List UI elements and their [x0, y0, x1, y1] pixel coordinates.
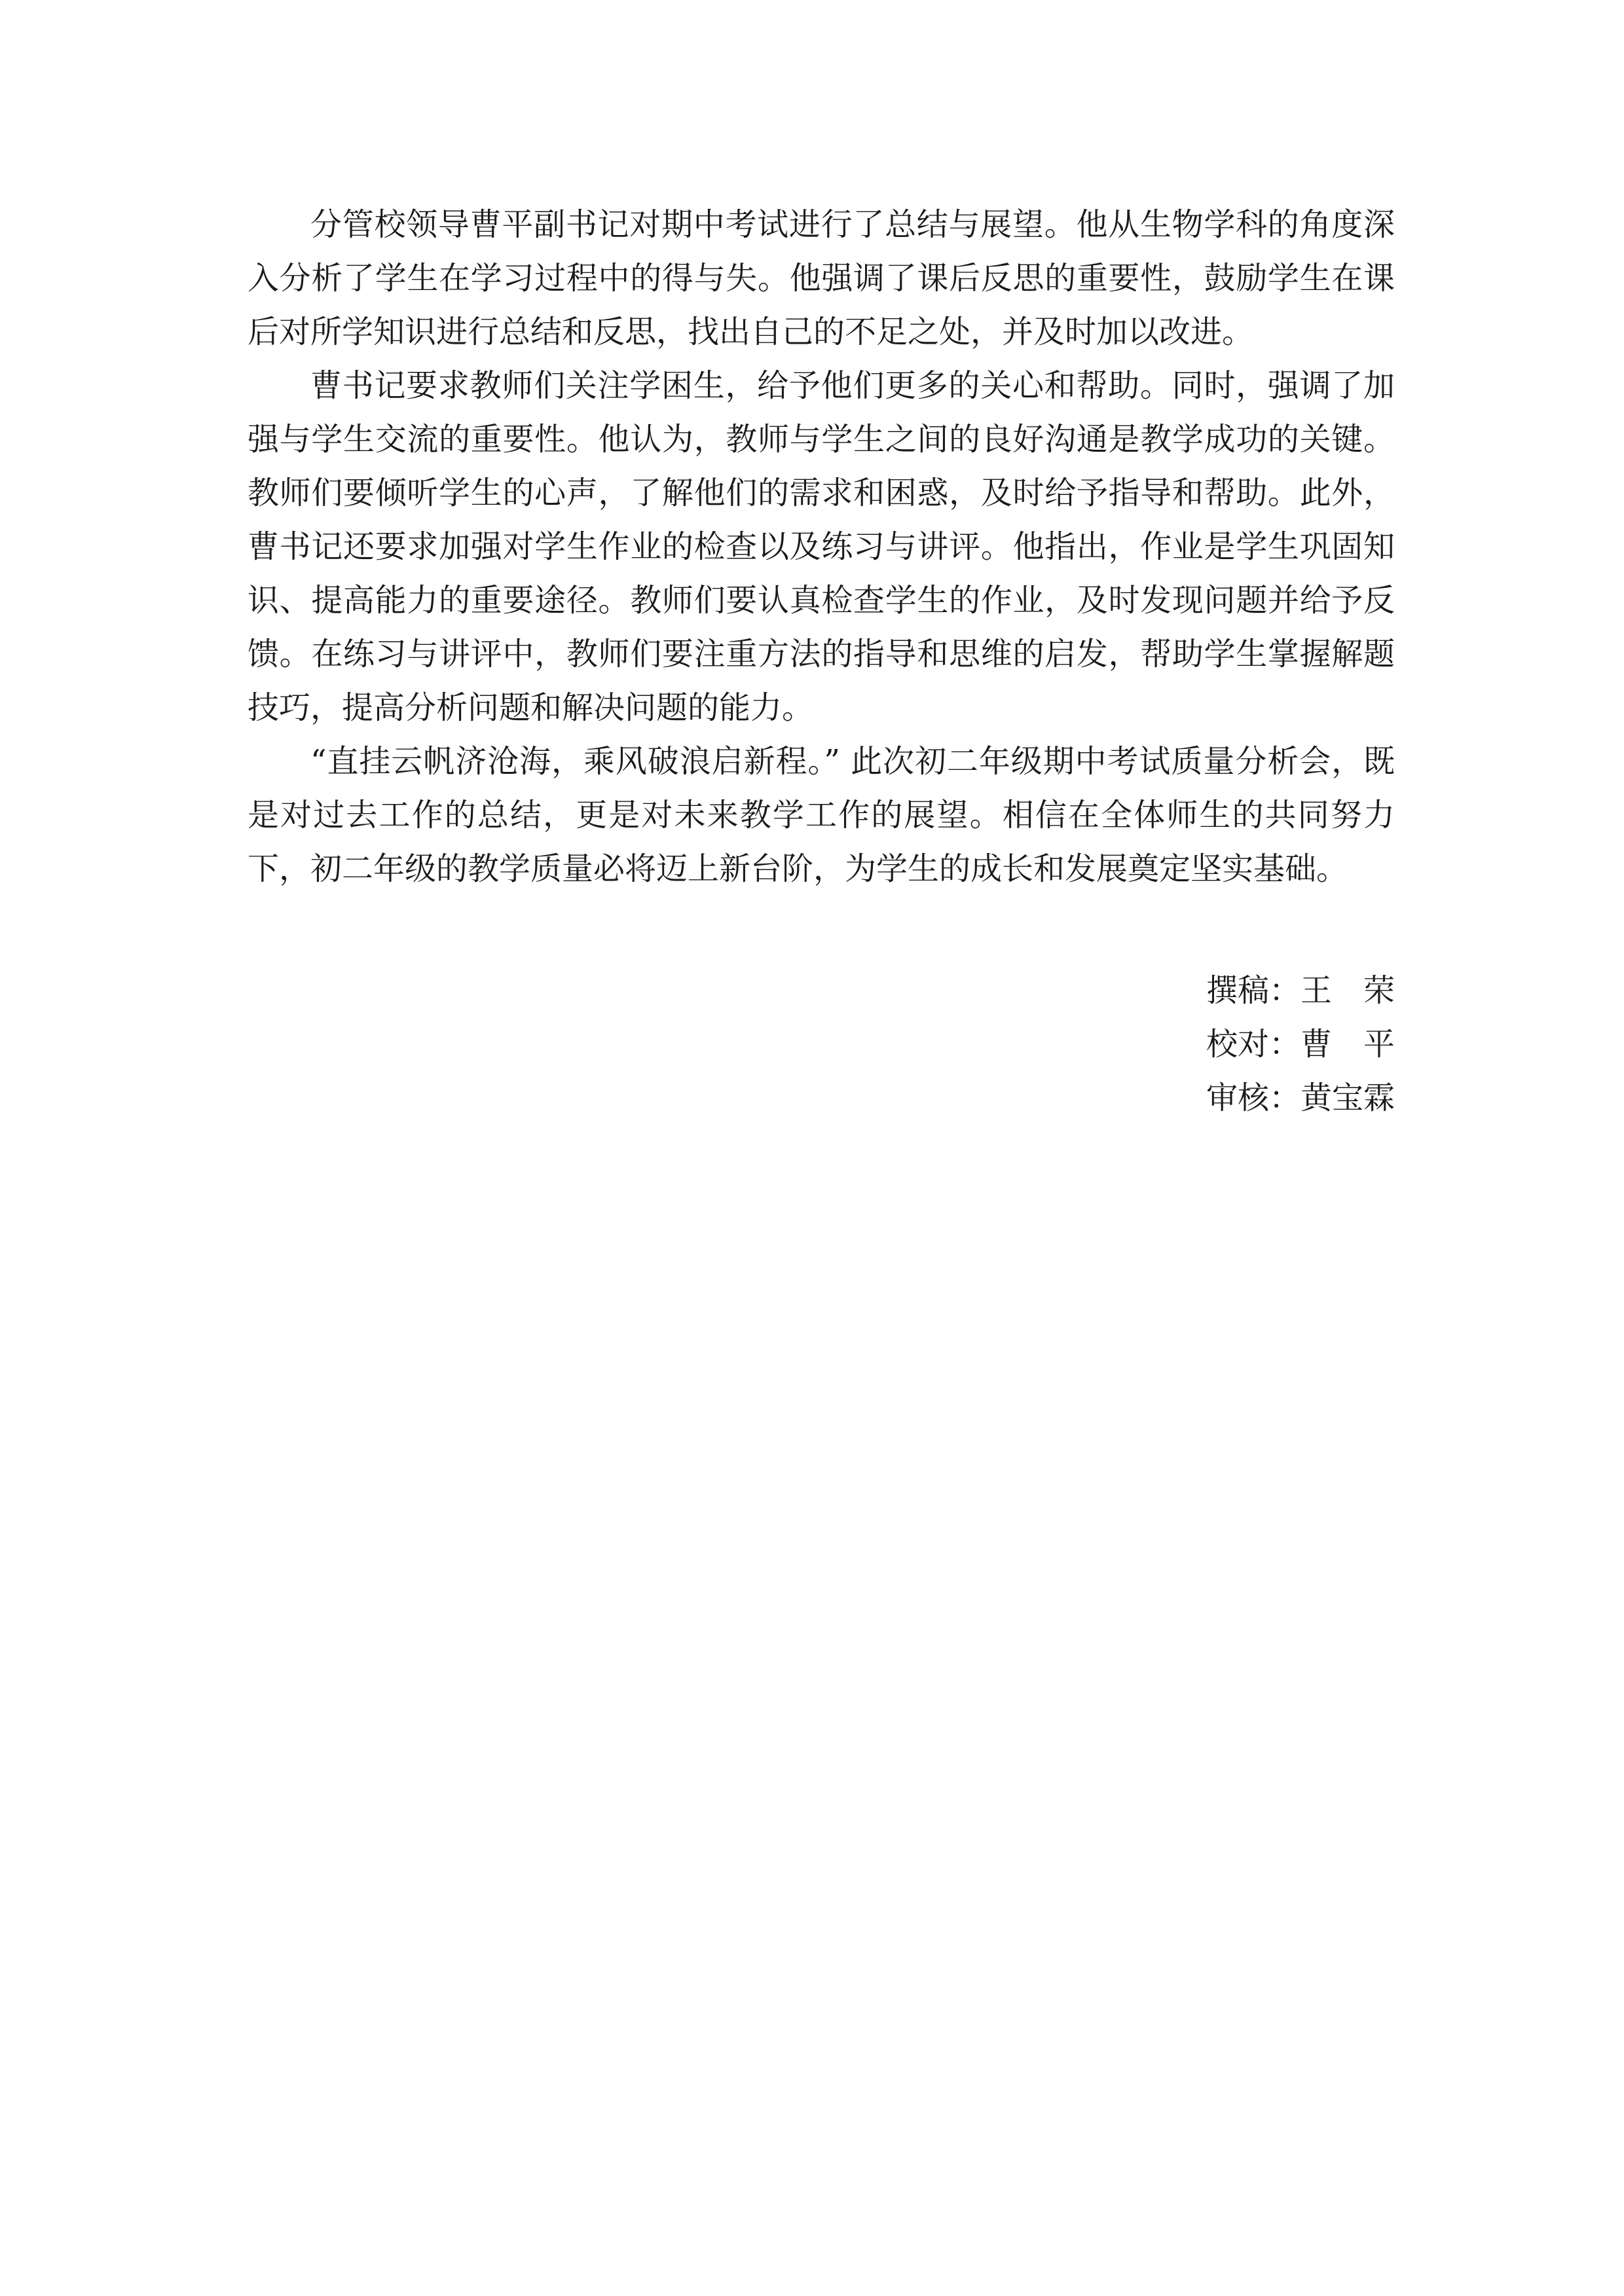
paragraph-conclusion: “直挂云帆济沧海，乘风破浪启新程。” 此次初二年级期中考试质量分析会，既是对过去工作的总结，更是对未来教学工作的展望。相信在全体师生的共同努力下，初二年级的教学质量必将迈上新台阶，为学生的成长和发展奠定坚实基础。 [248, 743, 1395, 887]
article-body [248, 198, 1395, 896]
proofreader-credit: 校对：曹 平 [1206, 1026, 1395, 1063]
author-credit: 撰稿：王 荣 [1206, 972, 1395, 1009]
paragraph-summary: 分管校领导曹平副书记对期中考试进行了总结与展望。他从生物学科的角度深入分析了学生在学习过程中的得与失。他强调了课后反思的重要性，鼓励学生在课后对所学知识进行总结和反思，找出自己的不足之处，并及时加以改进。 [248, 206, 1395, 350]
paragraph-requirements: 曹书记要求教师们关注学困生，给予他们更多的关心和帮助。同时，强调了加强与学生交流的重要性。他认为，教师与学生之间的良好沟通是教学成功的关键。教师们要倾听学生的心声，了解他们的需求和困惑，及时给予指导和帮助。此外，曹书记还要求加强对学生作业的检查以及练习与讲评。他指出，作业是学生巩固知识、提高能力的重要途径。教师们要认真检查学生的作业，及时发现问题并给予反馈。在练习与讲评中，教师们要注重方法的指导和思维的启发，帮助学生掌握解题技巧，提高分析问题和解决问题的能力。 [248, 367, 1395, 726]
reviewer-credit: 审核：黄宝霖 [1206, 1080, 1395, 1116]
signature-block [1206, 964, 1395, 1125]
